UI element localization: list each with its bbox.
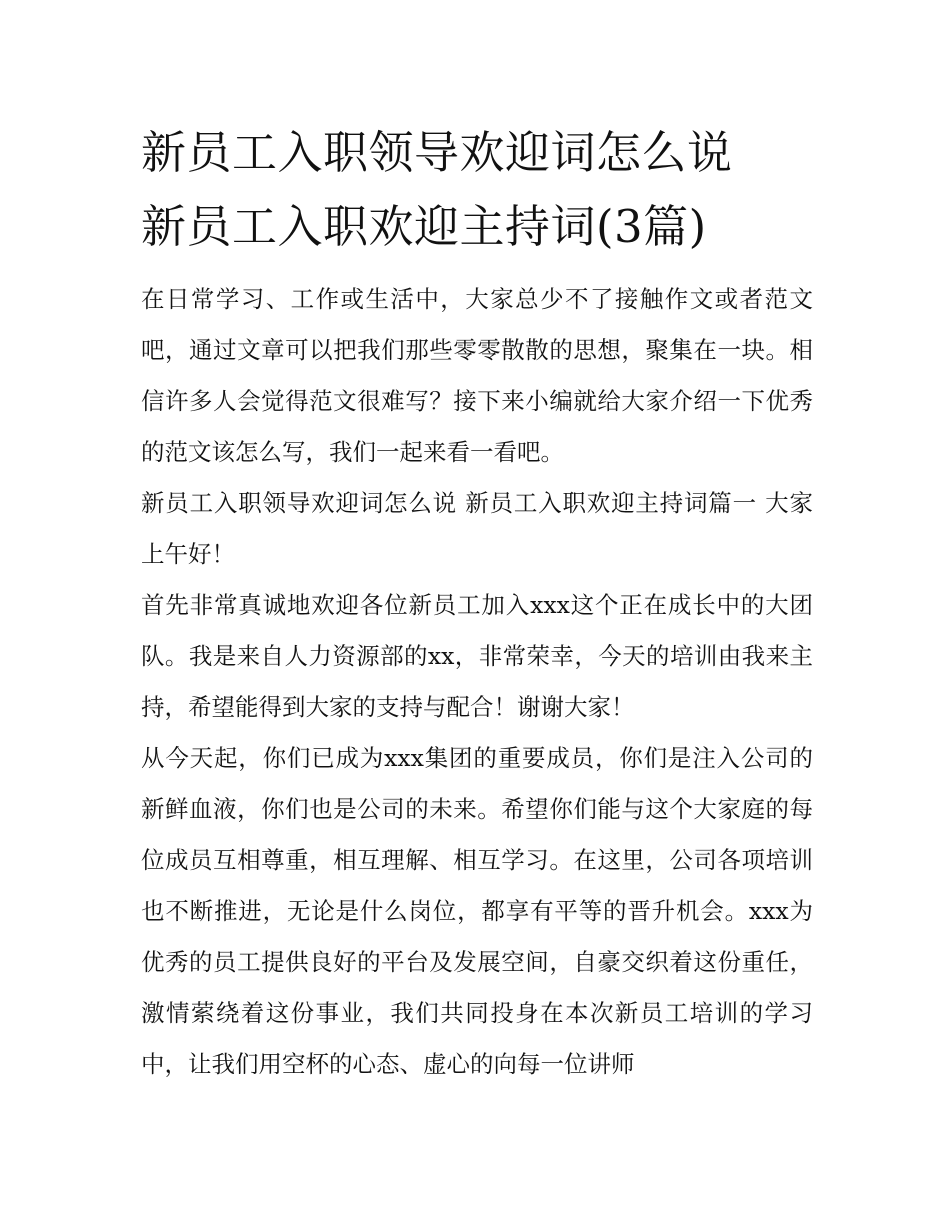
title-line-1: 新员工入职领导欢迎词怎么说	[141, 126, 733, 179]
paragraph-intro: 在日常学习、工作或生活中，大家总少不了接触作文或者范文吧，通过文章可以把我们那些零零散散的思想，聚集在一块。相信许多人会觉得范文很难写？接下来小编就给大家介绍一下优秀的范文该怎么写，我们一起来看一看吧。	[141, 285, 813, 466]
paragraph-body: 从今天起，你们已成为xxx集团的重要成员，你们是注入公司的新鲜血液，你们也是公司的未来。希望你们能与这个大家庭的每位成员互相尊重，相互理解、相互学习。在这里，公司各项培训也不断推进，无论是什么岗位，都享有平等的晋升机会。xxx为优秀的员工提供良好的平台及发展空间，自豪交织着这份重任，激情萦绕着这份事业，我们共同投身在本次新员工培训的学习中，让我们用空杯的心态、虚心的向每一位讲师	[141, 744, 813, 1078]
document-body	[141, 274, 813, 1090]
paragraph-welcome: 首先非常真诚地欢迎各位新员工加入xxx这个正在成长中的大团队。我是来自人力资源部的xx，非常荣幸，今天的培训由我来主持，希望能得到大家的支持与配合！谢谢大家！	[141, 591, 813, 721]
paragraph-heading-greeting: 新员工入职领导欢迎词怎么说 新员工入职欢迎主持词篇一 大家上午好！	[141, 489, 813, 568]
title-line-2: 新员工入职欢迎主持词(3篇)	[141, 200, 707, 253]
document-content	[141, 116, 813, 1090]
document-title	[141, 116, 813, 264]
